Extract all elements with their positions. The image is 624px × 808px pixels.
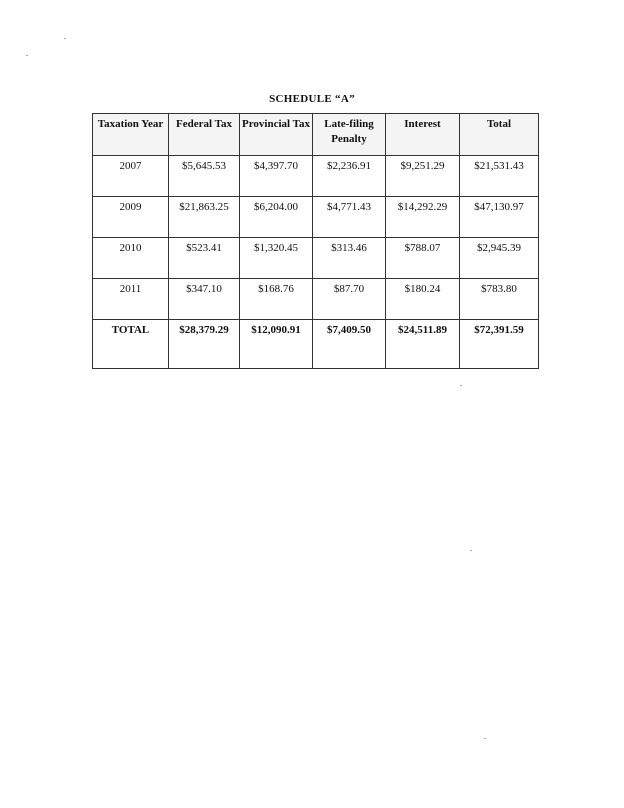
header-interest: Interest (386, 114, 460, 156)
cell-year: 2007 (93, 156, 169, 197)
cell-provincial-tax: $6,204.00 (240, 197, 313, 238)
cell-interest: $788.07 (386, 238, 460, 279)
scan-speck (64, 38, 66, 39)
scan-speck (26, 55, 28, 56)
table-row (93, 156, 539, 197)
scan-speck (460, 385, 462, 386)
cell-late-filing-penalty: $313.46 (313, 238, 386, 279)
cell-provincial-tax: $1,320.45 (240, 238, 313, 279)
cell-year: 2010 (93, 238, 169, 279)
schedule-table (92, 113, 539, 369)
cell-total: $47,130.97 (460, 197, 539, 238)
cell-year: 2011 (93, 279, 169, 320)
scan-speck (470, 550, 472, 551)
cell-provincial-tax: $4,397.70 (240, 156, 313, 197)
header-federal-tax: Federal Tax (169, 114, 240, 156)
table-row (93, 238, 539, 279)
cell-interest: $9,251.29 (386, 156, 460, 197)
cell-federal-tax: $347.10 (169, 279, 240, 320)
scan-speck (484, 738, 486, 739)
cell-total: $783.80 (460, 279, 539, 320)
total-label: TOTAL (93, 320, 169, 369)
header-provincial-tax: Provincial Tax (240, 114, 313, 156)
header-taxation-year: Taxation Year (93, 114, 169, 156)
table-row (93, 279, 539, 320)
cell-year: 2009 (93, 197, 169, 238)
total-late-filing-penalty: $7,409.50 (313, 320, 386, 369)
cell-interest: $14,292.29 (386, 197, 460, 238)
total-interest: $24,511.89 (386, 320, 460, 369)
cell-federal-tax: $5,645.53 (169, 156, 240, 197)
cell-total: $21,531.43 (460, 156, 539, 197)
total-federal-tax: $28,379.29 (169, 320, 240, 369)
cell-interest: $180.24 (386, 279, 460, 320)
cell-federal-tax: $21,863.25 (169, 197, 240, 238)
cell-total: $2,945.39 (460, 238, 539, 279)
document-title: SCHEDULE “A” (269, 93, 355, 105)
header-late-filing-penalty: Late-filing Penalty (313, 114, 386, 156)
cell-federal-tax: $523.41 (169, 238, 240, 279)
header-row (93, 114, 539, 156)
total-provincial-tax: $12,090.91 (240, 320, 313, 369)
cell-late-filing-penalty: $2,236.91 (313, 156, 386, 197)
header-total: Total (460, 114, 539, 156)
table-row (93, 197, 539, 238)
cell-late-filing-penalty: $87.70 (313, 279, 386, 320)
total-row (93, 320, 539, 369)
cell-provincial-tax: $168.76 (240, 279, 313, 320)
cell-late-filing-penalty: $4,771.43 (313, 197, 386, 238)
total-grand-total: $72,391.59 (460, 320, 539, 369)
